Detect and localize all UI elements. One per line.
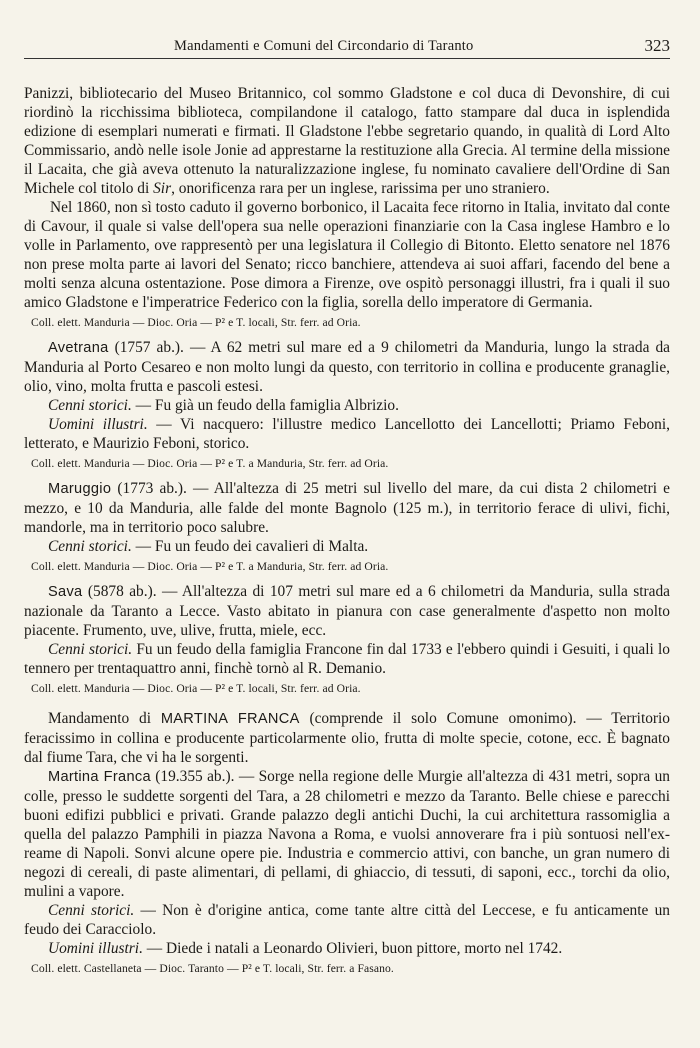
coll-line-martina-franca: Coll. elett. Castellaneta — Dioc. Taranto — P² e T. locali, Str. ferr. a Fasano. — [31, 962, 394, 975]
avetrana-cenni: Cenni storici. — Fu già un feudo della famiglia Albrizio. — [48, 397, 399, 414]
avetrana-uomini: Uomini illustri. — Vi nacquero: l'illustre medico Lancellotto dei Lancellotti; Priamo Feboni, letterato, e Maurizio Feboni, storico. — [24, 416, 670, 452]
entry-martina-franca: Martina Franca (19.355 ab.). — Sorge nella regione delle Murgie all'altezza di 431 metri, sopra un colle, presso le suddette sorgenti del Tara, a 28 chilometri e mezzo da Taranto. Belle chiese e parecchi buoni edifizi pubblici e privati. Grande palazzo degli antichi Duchi, la cui architettura rassomiglia a quella del palazzo Pamphili in piazza Navona a Roma, e vuolsi annoverare fra i più sontuosi nell'ex-reame di Napoli. Sonvi alcune opere pie. Industria e commercio attivi, con banche, un gran numero di negozi di cereali, di paste alimentari, di pellami, di ghiaccio, di tessuti, di saponi, ecc., torchi da olio, mulini a vapore. — [24, 768, 670, 900]
entry-name: Avetrana — [48, 340, 109, 356]
martina-cenni: Cenni storici. — Non è d'origine antica, come tante altre città del Leccese, e fu anticamente un feudo dei Caracciolo. — [24, 902, 670, 938]
entry-name: Martina Franca — [48, 769, 151, 785]
intro-paragraph-1: Panizzi, bibliotecario del Museo Britannico, col sommo Gladstone e col duca di Devonshire, di cui riordinò la ricchissima biblioteca, compilandone il catalogo, fatto stampare dal duca in isplendida edizione di esemplari numerati e firmati. Il Gladstone l'ebbe segretario quando, in qualità di Lord Alto Commissario, andò nelle isole Jonie ad apprestarne la restituzione alla Grecia. Al termine della missione il Lacaita, che già aveva ottenuto la naturalizzazione inglese, fu nominato cavaliere dell'Ordine di San Michele col titolo di Sir, onorificenza rara per un inglese, rarissima per uno straniero. — [24, 85, 670, 197]
page-number: 323 — [644, 36, 670, 55]
entry-name: Sava — [48, 584, 83, 600]
entry-sava: Sava (5878 ab.). — All'altezza di 107 metri sul mare ed a 6 chilometri da Manduria, sulla strada nazionale da Taranto a Lecce. Vasto abitato in pianura con case generalmente d'aspetto non molto piacente. Frumento, uve, ulive, frutta, miele, ecc. — [24, 583, 670, 639]
coll-line-avetrana: Coll. elett. Manduria — Dioc. Oria — P² e T. a Manduria, Str. ferr. ad Oria. — [31, 457, 389, 470]
page-body — [24, 84, 670, 984]
maruggio-cenni: Cenni storici. — Fu un feudo dei cavalieri di Malta. — [48, 538, 369, 555]
coll-line-sava: Coll. elett. Manduria — Dioc. Oria — P² e T. locali, Str. ferr. ad Oria. — [31, 682, 361, 695]
mandamento-name: MARTINA FRANCA — [160, 711, 300, 727]
sava-cenni: Cenni storici. Fu un feudo della famiglia Francone fin dal 1733 e l'ebbero quindi i Gesuiti, i quali lo tennero per trentaquattro anni, finchè tornò al R. Demanio. — [24, 641, 670, 677]
entry-name: Maruggio — [48, 481, 112, 497]
entry-maruggio: Maruggio (1773 ab.). — All'altezza di 25 metri sul livello del mare, da cui dista 2 chilometri e mezzo, e 10 da Manduria, alle falde del monte Bagnolo (125 m.), in territorio ferace di ulivi, fichi, mandorle, ma in territorio poco salubre. — [24, 480, 670, 536]
coll-line-maruggio: Coll. elett. Manduria — Dioc. Oria — P² e T. a Manduria, Str. ferr. ad Oria. — [31, 560, 389, 573]
coll-line-lacaita: Coll. elett. Manduria — Dioc. Oria — P² e T. locali, Str. ferr. ad Oria. — [31, 316, 361, 329]
running-header — [24, 36, 670, 59]
martina-uomini: Uomini illustri. — Diede i natali a Leonardo Olivieri, buon pittore, morto nel 1742. — [48, 940, 563, 957]
mandamento-martina-franca: Mandamento di MARTINA FRANCA (comprende il solo Comune omonimo). — Territorio feracissimo in collina e producente particolarmente olio, frutta di molte specie, cotone, ecc. È bagnato dal fiume Tara, che vi ha le sorgenti. — [24, 710, 671, 766]
sir-title: Sir — [153, 180, 172, 197]
entry-avetrana: Avetrana (1757 ab.). — A 62 metri sul mare ed a 9 chilometri da Manduria, lungo la strada da Manduria al Porto Cesareo e non molto lungi da questo, con territorio in collina e producente granaglie, olio, vino, molta frutta e pascoli estesi. — [24, 339, 670, 395]
header-title: Mandamenti e Comuni del Circondario di Taranto — [174, 38, 474, 54]
intro-paragraph-2: Nel 1860, non sì tosto caduto il governo borbonico, il Lacaita fece ritorno in Italia, invitato dal conte di Cavour, il quale si valse dell'opera sua nelle operazioni finanziarie con la Casa inglese Hambro e lo volle in Parlamento, ove rappresentò per una legislatura il Collegio di Bitonto. Eletto senatore nel 1876 non prese molta parte ai lavori del Senato; ricco banchiere, attendeva ai suoi affari, facendo del bene a molti senza alcuna ostentazione. Pose dimora a Firenze, ove ospitò personaggi illustri, fra i quali il suo amico Gladstone e l'imperatrice Federico con la figlia, sorella dello imperatore di Germania. — [24, 199, 670, 311]
